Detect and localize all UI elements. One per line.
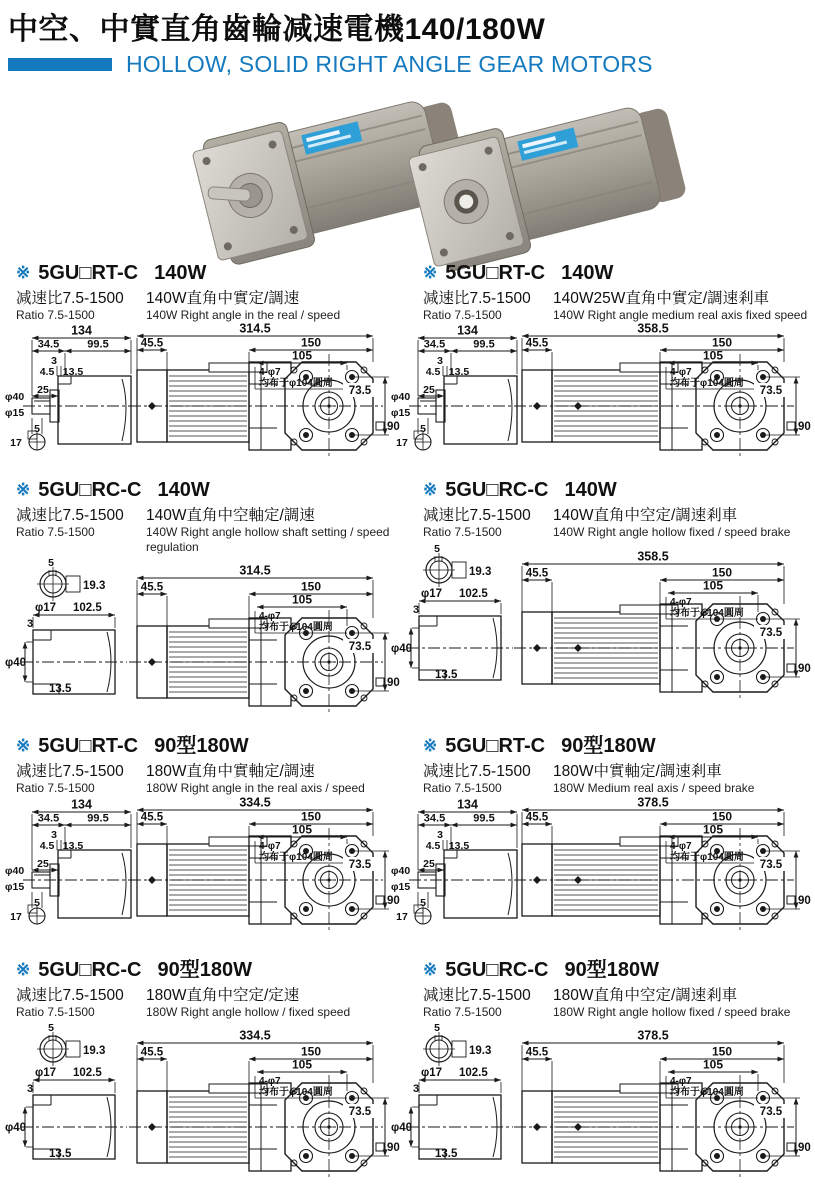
dim-label: 73.5 [759, 858, 783, 871]
dim-label: 17 [396, 437, 408, 450]
ratio-zh: 减速比7.5-1500 [16, 763, 124, 781]
dim-label: φ15 [391, 407, 411, 420]
ratio-zh: 减速比7.5-1500 [423, 290, 531, 307]
dim-label: 45.5 [140, 811, 164, 824]
dim-label: 102.5 [73, 602, 102, 615]
dim-label: 358.5 [637, 321, 669, 336]
dim-label: 45.5 [525, 337, 549, 350]
dim-label: 5 [420, 896, 426, 909]
dim-label: 17 [10, 910, 22, 923]
desc-zh: 180W中實軸定/調速剎車 [553, 763, 722, 781]
dim-label: φ40 [5, 1121, 27, 1134]
dim-label: φ40 [5, 391, 25, 404]
dim-label: 102.5 [73, 1066, 102, 1079]
dim-label: 73.5 [759, 626, 783, 639]
dim-label: 99.5 [87, 812, 109, 825]
model-power: 140W [561, 262, 614, 284]
dim-label: 13.5 [62, 839, 84, 852]
spec-section-2 [391, 256, 814, 473]
page-subtitle: HOLLOW, SOLID RIGHT ANGLE GEAR MOTORS [126, 51, 653, 77]
dim-label: 均布于φ104圓周 [259, 378, 333, 390]
ratio-en: Ratio 7.5-1500 [423, 308, 502, 322]
dim-label: 13.5 [49, 683, 72, 696]
dim-label: 5 [48, 557, 54, 570]
technical-drawing [3, 795, 407, 945]
dim-label: φ40 [5, 864, 25, 877]
dim-label: 均布于φ104圓周 [670, 851, 744, 863]
dim-label: 13.5 [448, 839, 470, 852]
model-power: 90型180W [564, 958, 659, 981]
dim-label: 105 [702, 1057, 724, 1072]
dim-label: 3 [412, 603, 420, 616]
technical-drawing-svg [3, 321, 411, 466]
dim-label: 150 [300, 335, 322, 350]
dim-label: 45.5 [525, 567, 549, 580]
technical-drawing [3, 321, 407, 471]
dim-label: 17 [396, 910, 408, 923]
dim-label: 134 [457, 323, 478, 338]
dim-label: 99.5 [87, 338, 109, 351]
dim-label: 均布于φ104圓周 [259, 851, 333, 863]
solid-shaft-side-view [391, 324, 522, 451]
dim-label: 90 [798, 1141, 811, 1154]
hollow-shaft-side-view [391, 543, 513, 681]
page-header [0, 0, 815, 78]
dim-label: 4-φ7 [670, 1075, 692, 1087]
dim-label: 99.5 [473, 812, 495, 825]
ratio-zh: 减速比7.5-1500 [16, 986, 124, 1004]
dim-label: 5 [48, 1021, 54, 1034]
technical-drawing [391, 795, 814, 945]
dim-label: 150 [711, 1044, 733, 1059]
dim-label: 378.5 [637, 1028, 669, 1043]
dim-label: 314.5 [239, 563, 271, 578]
dim-label: 73.5 [348, 1105, 372, 1118]
hollow-shaft-side-view [5, 1022, 127, 1160]
dim-label: 13.5 [62, 366, 84, 379]
dim-label: 19.3 [83, 1044, 106, 1057]
dim-label: 13.5 [435, 668, 458, 681]
spec-section-8 [391, 947, 814, 1188]
dim-label: 90 [387, 421, 400, 434]
dim-label: 13.5 [49, 1147, 72, 1160]
dim-label: 均布于φ104圓周 [670, 1086, 744, 1098]
dim-label: 334.5 [239, 1028, 271, 1043]
model-code: 5GU□RC-C [38, 479, 142, 502]
ratio-zh: 减速比7.5-1500 [423, 763, 531, 781]
dim-label: 90 [798, 662, 811, 675]
dim-label: 334.5 [239, 795, 271, 810]
technical-drawing-svg [391, 1021, 815, 1181]
dim-label: 105 [291, 822, 313, 837]
technical-drawing-svg [391, 542, 815, 702]
spec-sections [0, 256, 815, 1188]
dim-label: 105 [291, 1057, 313, 1072]
dim-label: 150 [300, 579, 322, 594]
page-title: 中空、中實直角齒輪减速電機140/180W [8, 13, 546, 46]
dim-label: φ15 [391, 880, 411, 893]
dim-label: 均布于φ104圓周 [670, 607, 744, 619]
dim-label: 90 [387, 677, 400, 690]
dim-label: 73.5 [759, 1105, 783, 1118]
desc-en: 180W Right angle hollow / fixed speed [146, 1004, 351, 1019]
dim-label: 73.5 [348, 858, 372, 871]
ratio-zh: 减速比7.5-1500 [423, 507, 531, 525]
accent-bar [8, 58, 112, 71]
dim-label: 5 [434, 542, 440, 555]
spec-section-6 [391, 723, 814, 946]
dim-label: φ17 [421, 1066, 443, 1079]
dim-label: 13.5 [435, 1147, 458, 1160]
model-power: 90型180W [157, 958, 252, 981]
desc-zh: 140W25W直角中實定/調速剎車 [553, 290, 770, 307]
technical-drawing-svg [3, 558, 408, 716]
dim-label: 45.5 [525, 811, 549, 824]
dim-label: φ40 [391, 864, 411, 877]
dim-label: φ17 [35, 602, 57, 615]
ratio-en: Ratio 7.5-1500 [423, 1004, 502, 1019]
desc-en: 140W Right angle medium real axis fixed speed [553, 308, 808, 322]
technical-drawing [391, 542, 814, 707]
dim-label: 3 [26, 1082, 34, 1095]
technical-drawing-svg [391, 321, 815, 466]
dim-label: 378.5 [637, 795, 669, 810]
ref-marker: ※ [16, 263, 31, 282]
ratio-en: Ratio 7.5-1500 [423, 525, 502, 540]
hollow-shaft-side-view [391, 1022, 513, 1160]
dim-label: 358.5 [637, 549, 669, 564]
desc-en: 140W Right angle hollow fixed / speed brake [553, 525, 791, 540]
dim-label: φ40 [391, 1121, 413, 1134]
ratio-en: Ratio 7.5-1500 [16, 308, 95, 322]
dim-label: 5 [420, 423, 426, 436]
dim-label: 4-φ7 [259, 840, 281, 852]
dim-label: φ15 [5, 880, 25, 893]
desc-zh: 140W直角中空定/調速剎車 [553, 507, 738, 525]
dim-label: 3 [437, 828, 443, 841]
dim-label: 4-φ7 [259, 1075, 281, 1087]
model-code: 5GU□RC-C [445, 479, 549, 502]
dim-label: 4-φ7 [259, 367, 281, 379]
product-photo [0, 78, 815, 256]
spec-section-1 [0, 256, 407, 473]
ratio-en: Ratio 7.5-1500 [16, 1004, 95, 1019]
solid-shaft-side-view [5, 324, 136, 451]
dim-label: 34.5 [37, 812, 60, 825]
dim-label: 4.5 [39, 366, 55, 379]
ratio-zh: 减速比7.5-1500 [423, 986, 531, 1004]
gear-motors-photo [178, 78, 638, 256]
dim-label: 150 [300, 809, 322, 824]
dim-label: 90 [798, 894, 811, 907]
model-power: 140W [157, 479, 210, 502]
dim-label: 3 [412, 1082, 420, 1095]
dim-label: 90 [798, 421, 811, 434]
ratio-zh: 减速比7.5-1500 [16, 290, 124, 307]
dim-label: 4-φ7 [670, 367, 692, 379]
dim-label: 105 [702, 578, 724, 593]
model-power: 90型180W [561, 735, 656, 758]
dim-label: 25 [37, 384, 49, 397]
ratio-zh: 减速比7.5-1500 [16, 507, 124, 525]
dim-label: 102.5 [459, 1066, 488, 1079]
dim-label: 均布于φ104圓周 [259, 622, 333, 634]
dim-label: 4-φ7 [670, 840, 692, 852]
spec-section-5 [0, 723, 407, 946]
desc-en: 140W Right angle hollow shaft setting / speed regulation [146, 525, 390, 554]
model-power: 90型180W [154, 735, 249, 758]
dim-label: 19.3 [83, 580, 106, 593]
model-code: 5GU□RT-C [445, 262, 546, 284]
ref-marker: ※ [16, 480, 31, 500]
dim-label: 105 [702, 822, 724, 837]
ratio-en: Ratio 7.5-1500 [16, 781, 95, 796]
dim-label: 25 [423, 857, 435, 870]
dim-label: 73.5 [759, 385, 783, 398]
spec-section-7 [0, 947, 407, 1188]
desc-zh: 180W直角中實軸定/調速 [146, 763, 315, 781]
dim-label: 13.5 [448, 366, 470, 379]
technical-drawing [391, 321, 814, 471]
dim-label: 5 [34, 896, 40, 909]
spec-section-3 [0, 473, 407, 723]
dim-label: 34.5 [423, 338, 446, 351]
dim-label: φ40 [5, 657, 27, 670]
technical-drawing [391, 1021, 814, 1186]
dim-label: φ17 [421, 587, 443, 600]
dim-label: 105 [291, 348, 313, 363]
ref-marker: ※ [16, 736, 31, 756]
dim-label: 19.3 [469, 565, 492, 578]
dim-label: 34.5 [37, 338, 60, 351]
dim-label: 102.5 [459, 587, 488, 600]
model-code: 5GU□RC-C [38, 958, 142, 981]
dim-label: 134 [71, 323, 92, 338]
dim-label: 19.3 [469, 1044, 492, 1057]
dim-label: 4.5 [425, 366, 441, 379]
ratio-en: Ratio 7.5-1500 [16, 525, 95, 540]
dim-label: 150 [711, 335, 733, 350]
dim-label: 4-φ7 [670, 596, 692, 608]
dim-label: 均布于φ104圓周 [670, 378, 744, 390]
technical-drawing-svg [3, 795, 411, 940]
technical-drawing-svg [391, 795, 815, 940]
output-shaft [207, 187, 250, 202]
desc-en: 140W Right angle in the real / speed [146, 308, 341, 322]
dim-label: 45.5 [140, 337, 164, 350]
dim-label: 150 [300, 1044, 322, 1059]
dim-label: 134 [71, 797, 92, 812]
desc-zh: 140W直角中空軸定/調速 [146, 507, 315, 525]
dim-label: 134 [457, 797, 478, 812]
ref-marker: ※ [423, 959, 438, 979]
dim-label: 4-φ7 [259, 611, 281, 623]
dim-label: 73.5 [348, 641, 372, 654]
dim-label: 3 [51, 828, 57, 841]
dim-label: 25 [423, 384, 435, 397]
dim-label: 105 [291, 592, 313, 607]
dim-label: 90 [387, 1141, 400, 1154]
ref-marker: ※ [16, 959, 31, 979]
dim-label: 73.5 [348, 385, 372, 398]
model-code: 5GU□RT-C [38, 262, 139, 284]
dim-label: 150 [711, 565, 733, 580]
desc-zh: 180W直角中空定/定速 [146, 986, 300, 1004]
model-power: 140W [564, 479, 617, 502]
desc-en: 180W Right angle in the real axis / speed [146, 781, 365, 796]
dim-label: 5 [434, 1021, 440, 1034]
dim-label: 5 [34, 423, 40, 436]
dim-label: 150 [711, 809, 733, 824]
dim-label: 25 [37, 857, 49, 870]
model-code: 5GU□RT-C [38, 735, 139, 758]
dim-label: 90 [387, 894, 400, 907]
dim-label: 45.5 [525, 1046, 549, 1059]
dim-label: 17 [10, 437, 22, 450]
dim-label: 4.5 [425, 839, 441, 852]
spec-section-4 [391, 473, 814, 723]
solid-shaft-side-view [5, 797, 136, 924]
hollow-shaft-side-view [5, 557, 127, 695]
model-code: 5GU□RT-C [445, 735, 546, 758]
desc-en: 180W Medium real axis / speed brake [553, 781, 755, 796]
technical-drawing [3, 1023, 407, 1186]
desc-en: 180W Right angle hollow fixed / speed brake [553, 1004, 791, 1019]
dim-label: 314.5 [239, 321, 271, 336]
dim-label: 3 [26, 618, 34, 631]
dim-label: 3 [437, 355, 443, 368]
technical-drawing-svg [3, 1023, 408, 1181]
dim-label: φ15 [5, 407, 25, 420]
model-power: 140W [154, 262, 207, 284]
dim-label: φ17 [35, 1066, 57, 1079]
technical-drawing [3, 558, 407, 721]
ref-marker: ※ [423, 480, 438, 500]
model-code: 5GU□RC-C [445, 958, 549, 981]
dim-label: 45.5 [140, 1046, 164, 1059]
desc-zh: 180W直角中空定/調速剎車 [553, 986, 738, 1004]
dim-label: 99.5 [473, 338, 495, 351]
ref-marker: ※ [423, 736, 438, 756]
dim-label: 均布于φ104圓周 [259, 1086, 333, 1098]
dim-label: φ40 [391, 642, 413, 655]
dim-label: 4.5 [39, 839, 55, 852]
desc-zh: 140W直角中實定/調速 [146, 290, 300, 307]
dim-label: 45.5 [140, 581, 164, 594]
dim-label: 3 [51, 355, 57, 368]
dim-label: 105 [702, 348, 724, 363]
ratio-en: Ratio 7.5-1500 [423, 781, 502, 796]
ref-marker: ※ [423, 263, 438, 282]
dim-label: φ40 [391, 391, 411, 404]
solid-shaft-side-view [391, 797, 522, 924]
dim-label: 34.5 [423, 812, 446, 825]
